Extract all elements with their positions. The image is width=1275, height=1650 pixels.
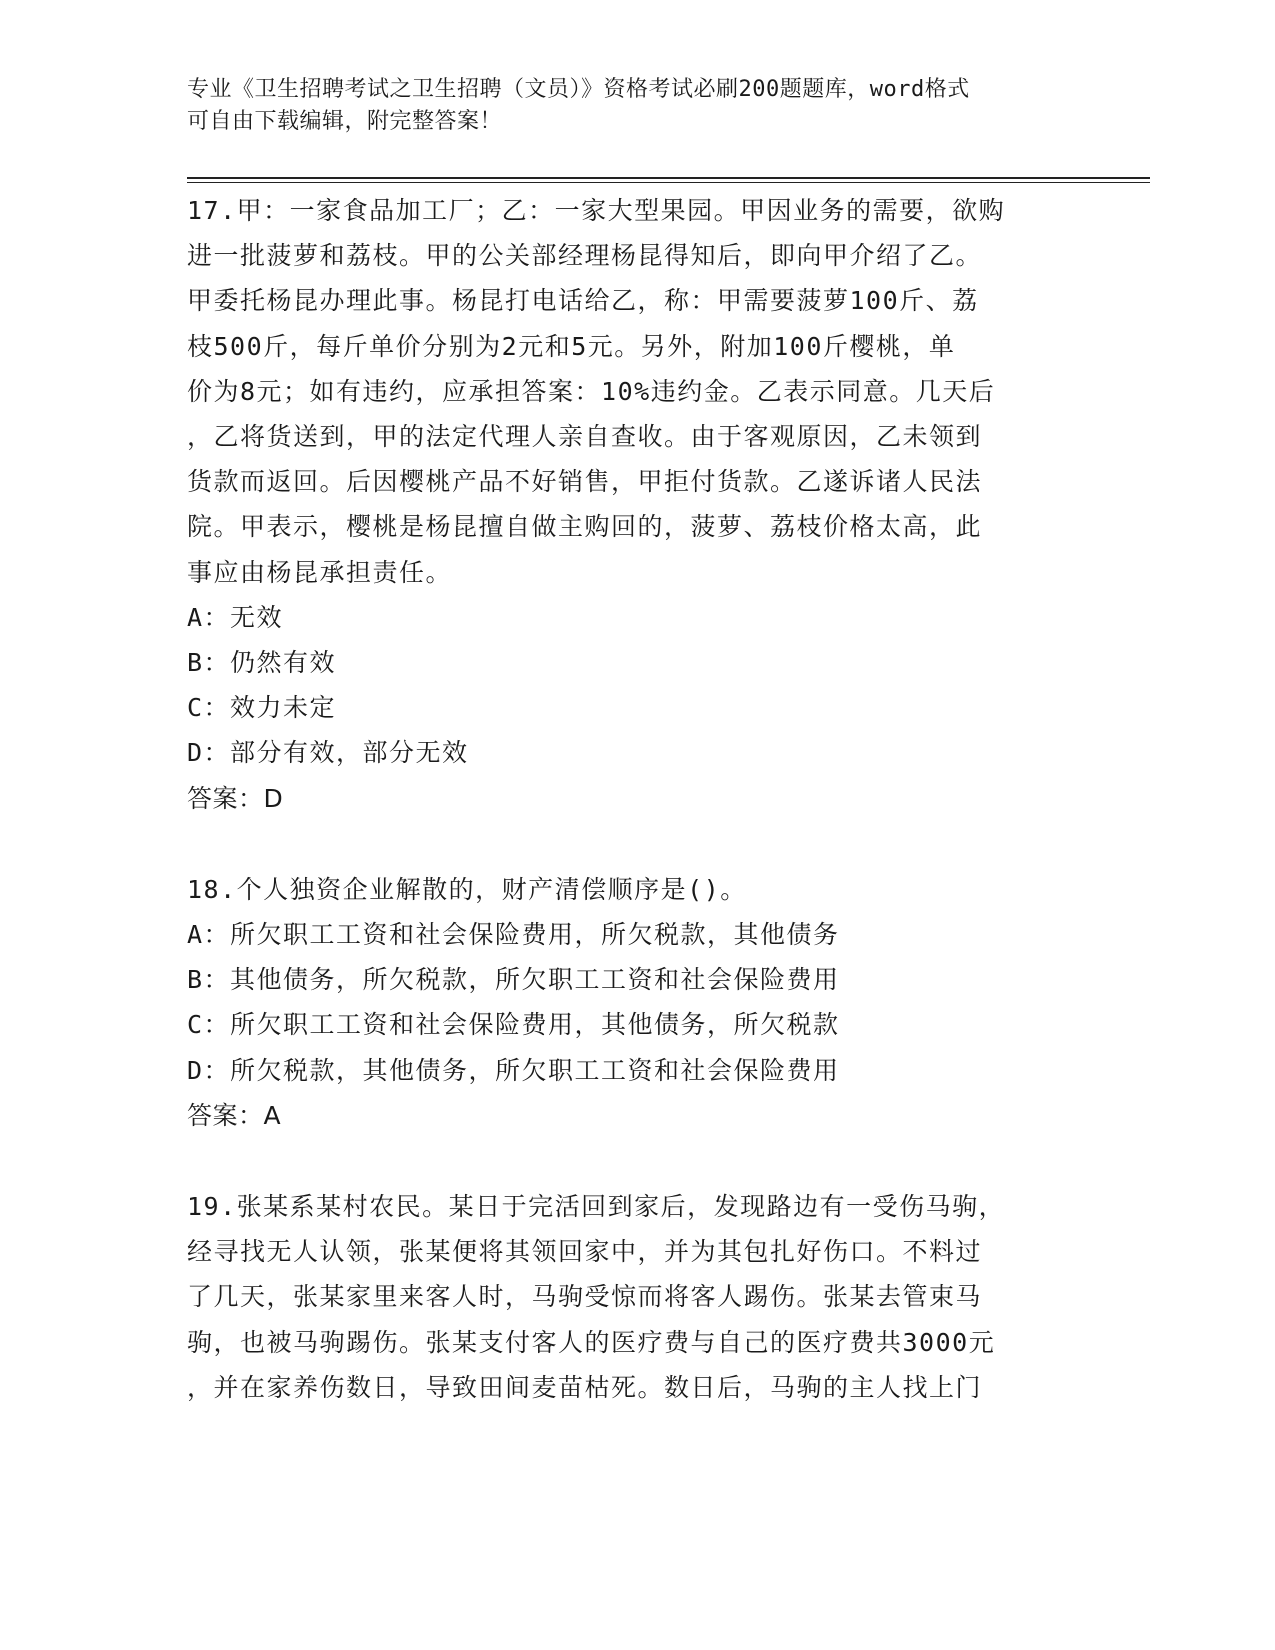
question-line: 17.甲：一家食品加工厂；乙：一家大型果园。甲因业务的需要，欲购 (187, 196, 1006, 225)
question-line: 货款而返回。后因樱桃产品不好销售，甲拒付货款。乙遂诉诸人民法 (187, 467, 983, 497)
option-b: B：仍然有效 (187, 648, 337, 678)
document-header (187, 74, 1067, 138)
question-17 (187, 188, 1067, 821)
question-line: 事应由杨昆承担责任。 (187, 557, 453, 587)
spacer (187, 1138, 1067, 1184)
question-line: ，乙将货送到，甲的法定代理人亲自查收。由于客观原因，乙未领到 (187, 422, 983, 452)
header-title-line-1: 专业《卫生招聘考试之卫生招聘（文员）》资格考试必刷200题题库，word格式 (187, 77, 970, 102)
question-19 (187, 1184, 1067, 1410)
question-line: 了几天，张某家里来客人时，马驹受惊而将客人踢伤。张某去管束马 (187, 1282, 983, 1312)
document-body (187, 188, 1067, 1410)
question-line: 甲委托杨昆办理此事。杨昆打电话给乙，称：甲需要菠萝100斤、荔 (187, 286, 979, 316)
question-line: 经寻找无人认领，张某便将其领回家中，并为其包扎好伤口。不料过 (187, 1237, 983, 1267)
question-line: 价为8元；如有违约，应承担答案：10%违约金。乙表示同意。几天后 (187, 376, 996, 406)
question-line: 院。甲表示，樱桃是杨昆擅自做主购回的，菠萝、荔枝价格太高，此 (187, 512, 983, 542)
option-a: A：所欠职工工资和社会保险费用，所欠税款，其他债务 (187, 920, 840, 950)
option-d: D：所欠税款，其他债务，所欠职工工资和社会保险费用 (187, 1055, 840, 1085)
question-line: 19.张某系某村农民。某日于完活回到家后，发现路边有一受伤马驹， (187, 1192, 1006, 1222)
header-divider-thick (187, 177, 1150, 179)
option-c: C：所欠职工工资和社会保险费用，其他债务，所欠税款 (187, 1010, 840, 1040)
question-18 (187, 867, 1067, 1138)
answer-label: 答案：D (187, 783, 284, 813)
question-line: 进一批菠萝和荔枝。甲的公关部经理杨昆得知后，即向甲介绍了乙。 (187, 241, 983, 271)
option-c: C：效力未定 (187, 693, 337, 723)
question-line: 18.个人独资企业解散的，财产清偿顺序是()。 (187, 874, 747, 904)
option-a: A：无效 (187, 602, 284, 632)
question-line: ，并在家养伤数日，导致田间麦苗枯死。数日后，马驹的主人找上门 (187, 1372, 983, 1402)
question-text (187, 1184, 1067, 1410)
answer-label: 答案：A (187, 1100, 282, 1130)
header-divider-thin (187, 182, 1150, 183)
spacer (187, 821, 1067, 867)
question-text (187, 867, 1067, 912)
question-text (187, 188, 1067, 595)
header-title-line-2: 可自由下载编辑，附完整答案！ (187, 109, 503, 134)
option-d: D：部分有效，部分无效 (187, 738, 469, 768)
question-line: 驹，也被马驹踢伤。张某支付客人的医疗费与自己的医疗费共3000元 (187, 1327, 996, 1357)
question-line: 枝500斤，每斤单价分别为2元和5元。另外，附加100斤樱桃，单 (187, 331, 956, 361)
option-b: B：其他债务，所欠税款，所欠职工工资和社会保险费用 (187, 965, 840, 995)
